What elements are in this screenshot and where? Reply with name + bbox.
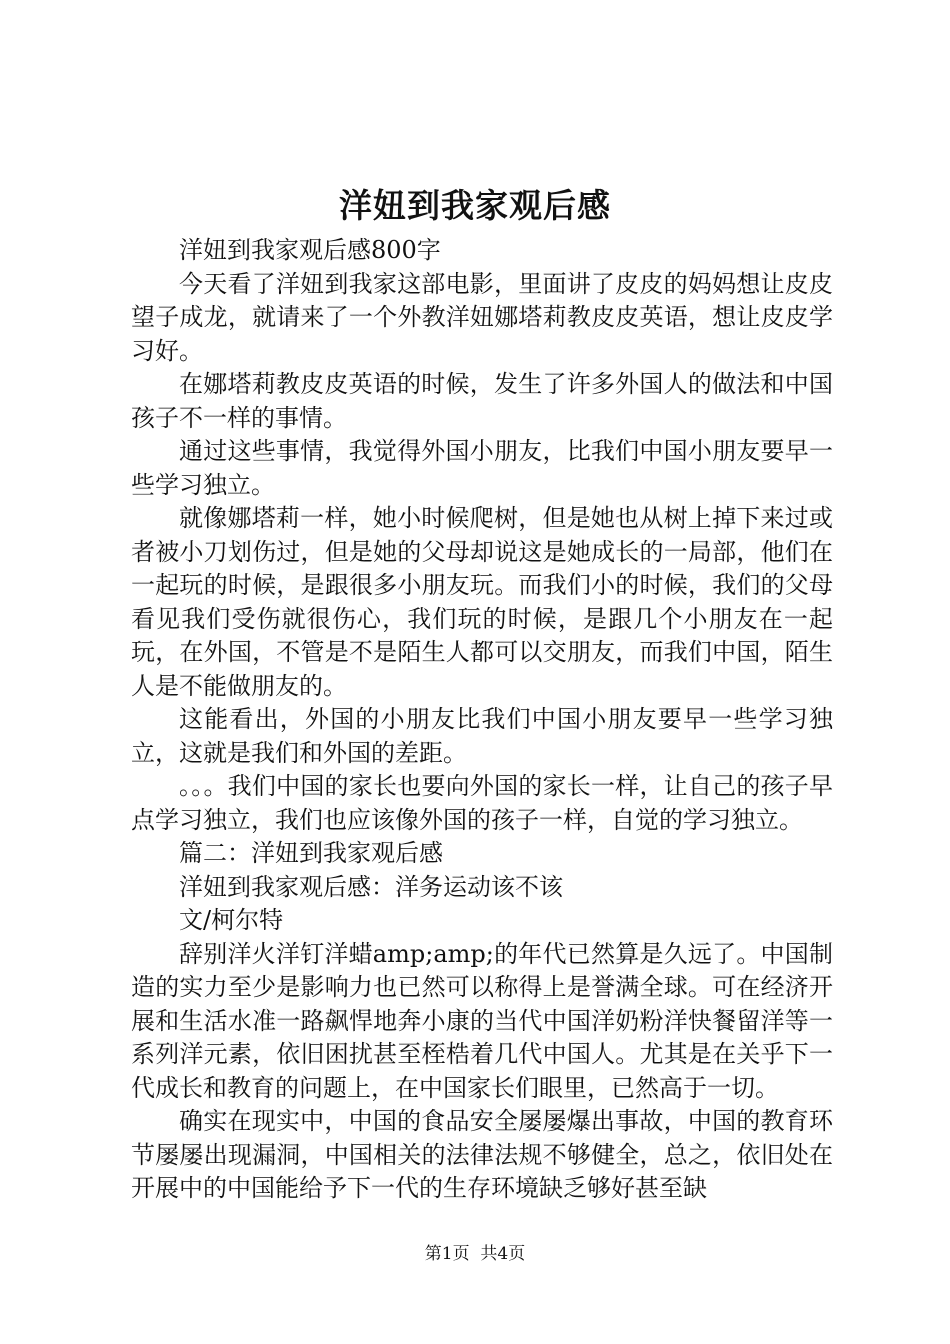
paragraph: 这能看出，外国的小朋友比我们中国小朋友要早一些学习独立，这就是我们和外国的差距。 [131,705,833,767]
page-number: 第1页 [424,1244,470,1264]
paragraph: 就像娜塔莉一样，她小时候爬树，但是她也从树上掉下来过或者被小刀划伤过，但是她的父母却说这是她成长的一局部，他们在一起玩的时候，是跟很多小朋友玩。而我们小的时候，我们的父母看见我们受伤就很伤心，我们玩的时候，是跟几个小朋友在一起玩，在外国，不管是不是陌生人都可以交朋友，而我们中国，陌生人是不能做朋友的。 [131,504,833,700]
paragraph: 在娜塔莉教皮皮英语的时候，发生了许多外国人的做法和中国孩子不一样的事情。 [131,370,833,432]
paragraph: 洋妞到我家观后感800字 [179,236,441,264]
paragraph: 篇二：洋妞到我家观后感 [179,839,443,867]
paragraph: 辞别洋火洋钉洋蜡amp;amp;的年代已然算是久远了。中国制造的实力至少是影响力也已然可以称得上是誉满全球。可在经济开展和生活水准一路飙悍地奔小康的当代中国洋奶粉洋快餐留洋等一系列洋元素，依旧困扰甚至桎梏着几代中国人。尤其是在关乎下一代成长和教育的问题上，在中国家长们眼里，已然高于一切。 [131,939,833,1102]
paragraph: 。。。我们中国的家长也要向外国的家长一样，让自己的孩子早点学习独立，我们也应该像外国的孩子一样，自觉的学习独立。 [131,772,833,834]
footer-spacer [470,1244,481,1264]
paragraph: 今天看了洋妞到我家这部电影，里面讲了皮皮的妈妈想让皮皮望子成龙，就请来了一个外教洋妞娜塔莉教皮皮英语，想让皮皮学习好。 [131,269,833,365]
paragraph: 通过这些事情，我觉得外国小朋友，比我们中国小朋友要早一些学习独立。 [131,437,833,499]
document-title: 洋妞到我家观后感 [339,186,611,225]
document-body [131,234,833,1206]
paragraph: 洋妞到我家观后感：洋务运动该不该 [179,872,563,901]
page-total: 共4页 [480,1244,526,1264]
page-footer [0,1243,950,1265]
paragraph: 文/柯尔特 [179,906,284,934]
paragraph: 确实在现实中，中国的食品安全屡屡爆出事故，中国的教育环节屡屡出现漏洞，中国相关的法律法规不够健全，总之，依旧处在开展中的中国能给予下一代的生存环境缺乏够好甚至缺 [131,1107,833,1202]
